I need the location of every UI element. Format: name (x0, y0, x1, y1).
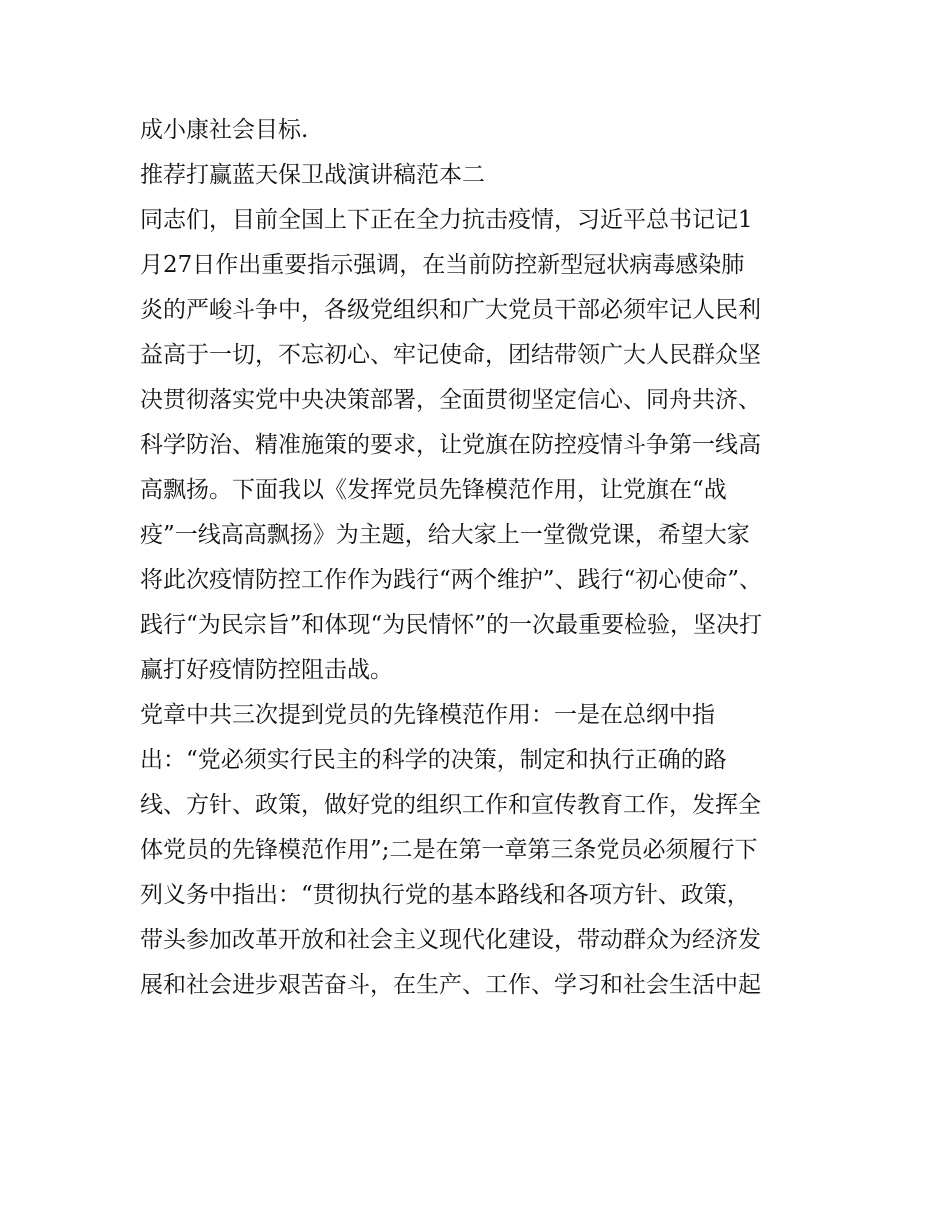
text-line: 体党员的先锋模范作用”;二是在第一章第三条党员必须履行下 (140, 837, 758, 863)
text-line: 带头参加改革开放和社会主义现代化建设，带动群众为经济发 (140, 927, 761, 953)
text-line: 线、方针、政策，做好党的组织工作和宣传教育工作，发挥全 (140, 792, 761, 818)
text-line: 列义务中指出：“贯彻执行党的基本路线和各项方针、政策， (140, 882, 750, 908)
document-body (140, 108, 820, 1008)
text-line: 益高于一切，不忘初心、牢记使命，团结带领广大人民群众坚 (140, 342, 761, 368)
text-line: 践行“为民宗旨”和体现“为民情怀”的一次最重要检验，坚决打 (140, 612, 763, 638)
text-line: 展和社会进步艰苦奋斗，在生产、工作、学习和社会生活中起 (140, 972, 761, 998)
text-line: 疫”一线高高飘扬》为主题，给大家上一堂微党课，希望大家 (140, 522, 750, 548)
text-line: 高飘扬。下面我以《发挥党员先锋模范作用，让党旗在“战 (140, 477, 727, 503)
text-line: 炎的严峻斗争中，各级党组织和广大党员干部必须牢记人民利 (140, 297, 761, 323)
section-heading: 推荐打赢蓝天保卫战演讲稿范本二 (140, 162, 485, 188)
text-line: 月27日作出重要指示强调，在当前防控新型冠状病毒感染肺 (140, 252, 745, 278)
text-line: 同志们，目前全国上下正在全力抗击疫情，习近平总书记记1 (140, 207, 753, 233)
text-line: 决贯彻落实党中央决策部署，全面贯彻坚定信心、同舟共济、 (140, 387, 761, 413)
text-line: 科学防治、精准施策的要求，让党旗在防控疫情斗争第一线高 (140, 432, 761, 458)
text-line: 成小康社会目标. (140, 117, 309, 143)
text-line: 赢打好疫情防控阻击战。 (140, 657, 393, 683)
text-line: 党章中共三次提到党员的先锋模范作用：一是在总纲中指 (140, 702, 715, 728)
text-line: 将此次疫情防控工作作为践行“两个维护”、践行“初心使命”、 (140, 567, 763, 593)
text-line: 出：“党必须实行民主的科学的决策，制定和执行正确的路 (140, 747, 727, 773)
